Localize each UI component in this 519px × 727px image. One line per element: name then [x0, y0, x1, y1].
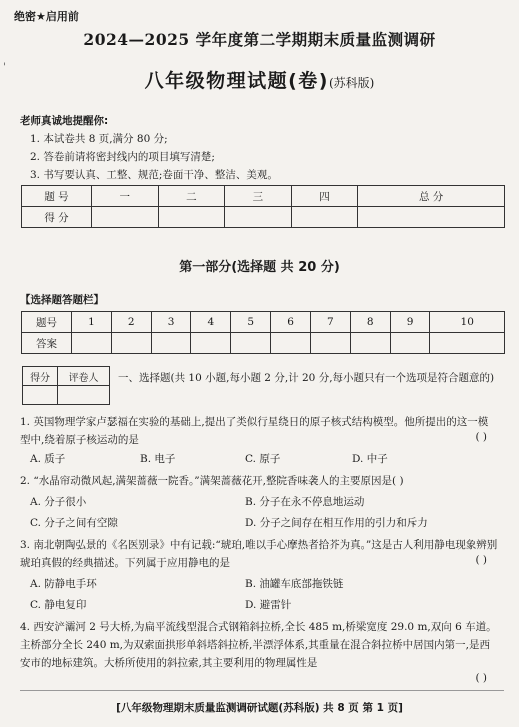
table-cell: 得分 [23, 367, 58, 386]
answer-cell[interactable] [191, 333, 231, 354]
option: C. 静电复印 [30, 599, 87, 611]
table-cell: 3 [151, 312, 191, 333]
exam-title: 2024—2025 学年度第二学期期末质量监测调研 [83, 30, 436, 49]
table-cell: 三 [225, 186, 292, 207]
paper-edition: (苏科版) [329, 76, 375, 90]
secret-label: 绝密★启用前 [14, 10, 79, 23]
table-cell: 评卷人 [58, 367, 110, 386]
score-cell[interactable] [158, 207, 225, 228]
answer-paren: ( ) [475, 431, 487, 443]
option: D. 避雷针 [245, 599, 292, 611]
grader-table [22, 366, 110, 405]
question-4-stem: 4. 西安浐灞河 2 号大桥,为扁平流线型混合式钢箱斜拉桥,全长 485 m,桥梁宽度 29.0 m,双向 6 车道。主桥部分全长 240 m,为双索面拱形单斜塔斜拉桥,半漂浮体系,其重量在混合斜拉桥中居国内第一,是西安市的地标建筑。大桥所使用的斜拉索,其主要利用的物理属性是 [20, 621, 497, 669]
tip-item: 2. 答卷前请将密封线内的项目填写清楚; [30, 151, 215, 163]
option: D. 中子 [352, 453, 388, 465]
score-cell[interactable] [23, 386, 58, 405]
answer-cell[interactable] [151, 333, 191, 354]
tip-item: 3. 书写要认真、工整、规范;卷面干净、整洁、美观。 [30, 169, 278, 181]
answer-cell[interactable] [430, 333, 505, 354]
option: D. 分子之间存在相互作用的引力和斥力 [245, 517, 428, 529]
option: C. 原子 [245, 453, 281, 465]
table-row [22, 312, 505, 333]
answer-cell[interactable] [111, 333, 151, 354]
answer-cell[interactable] [231, 333, 271, 354]
question-2-stem: 2. “水晶帘动微风起,满架蔷薇一院香。”满架蔷薇花开,整院香味袭人的主要原因是( ) [20, 475, 404, 487]
table-cell: 2 [111, 312, 151, 333]
option: C. 分子之间有空隙 [30, 517, 118, 529]
answer-box-title: 【选择题答题栏】 [20, 294, 104, 306]
option: B. 油罐车底部拖铁链 [245, 578, 344, 590]
answer-paren: ( ) [475, 672, 487, 684]
table-cell: 总 分 [358, 186, 505, 207]
answer-cell[interactable] [310, 333, 350, 354]
page-footer: [八年级物理期末质量监测调研试题(苏科版) 共 8 页 第 1 页] [116, 702, 403, 714]
score-cell[interactable] [291, 207, 358, 228]
section-intro: 一、选择题(共 10 小题,每小题 2 分,计 20 分,每小题只有一个选项是符合题意的) [118, 372, 495, 384]
tips-heading: 老师真诚地提醒你: [20, 115, 109, 127]
table-cell: 得 分 [22, 207, 92, 228]
table-cell: 一 [92, 186, 159, 207]
option: B. 电子 [140, 453, 176, 465]
table-cell: 题号 [22, 312, 72, 333]
table-cell: 9 [390, 312, 430, 333]
table-row [22, 186, 505, 207]
binding-margin-mark: ' [3, 62, 6, 73]
table-cell: 5 [231, 312, 271, 333]
table-cell: 四 [291, 186, 358, 207]
answer-table [21, 311, 505, 354]
question-3-stem: 3. 南北朝陶弘景的《名医别录》中有记载:“琥珀,唯以手心摩热者拾芥为真。”这是古人利用静电现象辨别琥珀真假的经典描述。下列属于应用静电的是 [20, 539, 498, 569]
footer-divider [20, 690, 504, 691]
option: B. 分子在永不停息地运动 [245, 496, 365, 508]
table-cell: 4 [191, 312, 231, 333]
paper-title [0, 66, 519, 93]
answer-cell[interactable] [72, 333, 112, 354]
question-1-stem: 1. 英国物理学家卢瑟福在实验的基础上,提出了类似行星绕日的原子核式结构模型。他所提出的这一模型中,绕着原子核运动的是 [20, 416, 489, 446]
answer-paren: ( ) [475, 554, 487, 566]
option: A. 质子 [30, 453, 66, 465]
answer-cell[interactable] [350, 333, 390, 354]
table-row [23, 367, 110, 386]
grader-cell[interactable] [58, 386, 110, 405]
table-row [22, 333, 505, 354]
tip-item: 1. 本试卷共 8 页,满分 80 分; [30, 133, 168, 145]
table-cell: 6 [271, 312, 311, 333]
table-cell: 10 [430, 312, 505, 333]
option: A. 分子很小 [30, 496, 87, 508]
score-table [21, 185, 505, 228]
table-cell: 8 [350, 312, 390, 333]
table-cell: 答案 [22, 333, 72, 354]
part1-title: 第一部分(选择题 共 20 分) [179, 260, 340, 275]
table-cell: 题 号 [22, 186, 92, 207]
answer-cell[interactable] [271, 333, 311, 354]
table-cell: 7 [310, 312, 350, 333]
table-cell: 二 [158, 186, 225, 207]
answer-cell[interactable] [390, 333, 430, 354]
table-row [22, 207, 505, 228]
table-cell: 1 [72, 312, 112, 333]
score-cell[interactable] [225, 207, 292, 228]
table-row [23, 386, 110, 405]
option: A. 防静电手环 [30, 578, 97, 590]
score-cell[interactable] [92, 207, 159, 228]
score-cell[interactable] [358, 207, 505, 228]
paper-title-main: 八年级物理试题(卷) [144, 70, 329, 92]
